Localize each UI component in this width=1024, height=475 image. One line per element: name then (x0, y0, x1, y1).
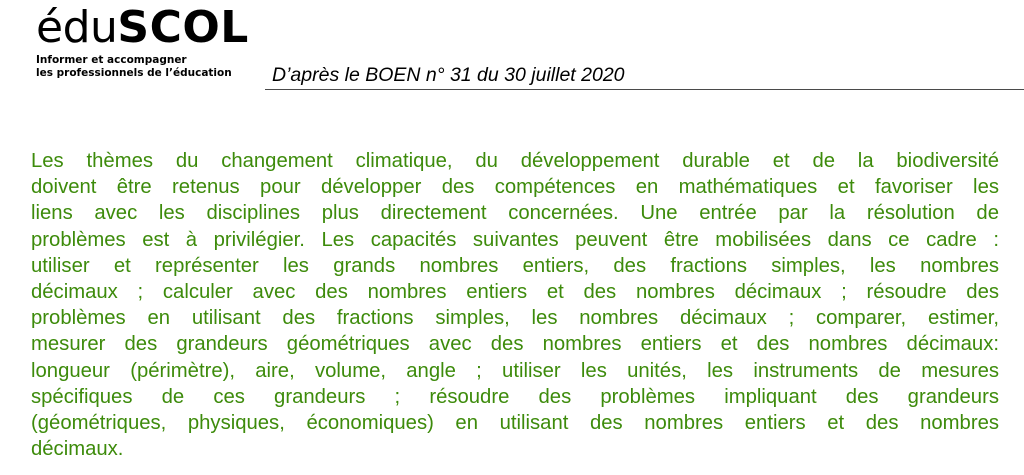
paragraph-line: décimaux ; calculer avec des nombres entiers et des nombres décimaux ; résoudre des (31, 280, 999, 303)
paragraph-line: mesurer des grandeurs géométriques avec des nombres entiers et des nombres décimaux: (31, 333, 999, 356)
paragraph-line: Les thèmes du changement climatique, du développement durable et de la biodiversité (31, 150, 999, 172)
logo-wordmark-bold: SCOL (117, 2, 249, 53)
paragraph-line: problèmes est à privilégier. Les capacités suivantes peuvent être mobilisées dans ce cadre : (31, 228, 999, 251)
paragraph-line: (géométriques, physiques, économiques) en utilisant des nombres entiers et des nombres (31, 411, 999, 434)
paragraph-line: décimaux. (31, 438, 124, 461)
eduscol-logo (36, 2, 276, 92)
logo-wordmark (36, 2, 249, 54)
paragraph-line: liens avec les disciplines plus directement concernées. Une entrée par la résolution de (31, 202, 999, 225)
header-divider (265, 89, 1024, 90)
paragraph-line: longueur (périmètre), aire, volume, angle ; utiliser les unités, les instruments de mesures (31, 359, 999, 382)
boen-citation: D’après le BOEN n° 31 du 30 juillet 2020 (272, 64, 625, 86)
paragraph-line: problèmes en utilisant des fractions simples, les nombres décimaux ; comparer, estimer, (31, 307, 999, 330)
logo-tagline (36, 54, 232, 80)
logo-tagline-line2: les professionnels de l’éducation (36, 67, 232, 79)
document-header (0, 0, 1024, 95)
paragraph-line: utiliser et représenter les grands nombres entiers, des fractions simples, les nombres (31, 254, 999, 277)
main-paragraph (31, 148, 999, 462)
paragraph-line: spécifiques de ces grandeurs ; résoudre des problèmes impliquant des grandeurs (31, 385, 999, 408)
logo-wordmark-light: édu (36, 2, 118, 53)
logo-tagline-line1: Informer et accompagner (36, 54, 187, 66)
paragraph-line: doivent être retenus pour développer des compétences en mathématiques et favoriser les (31, 176, 999, 199)
